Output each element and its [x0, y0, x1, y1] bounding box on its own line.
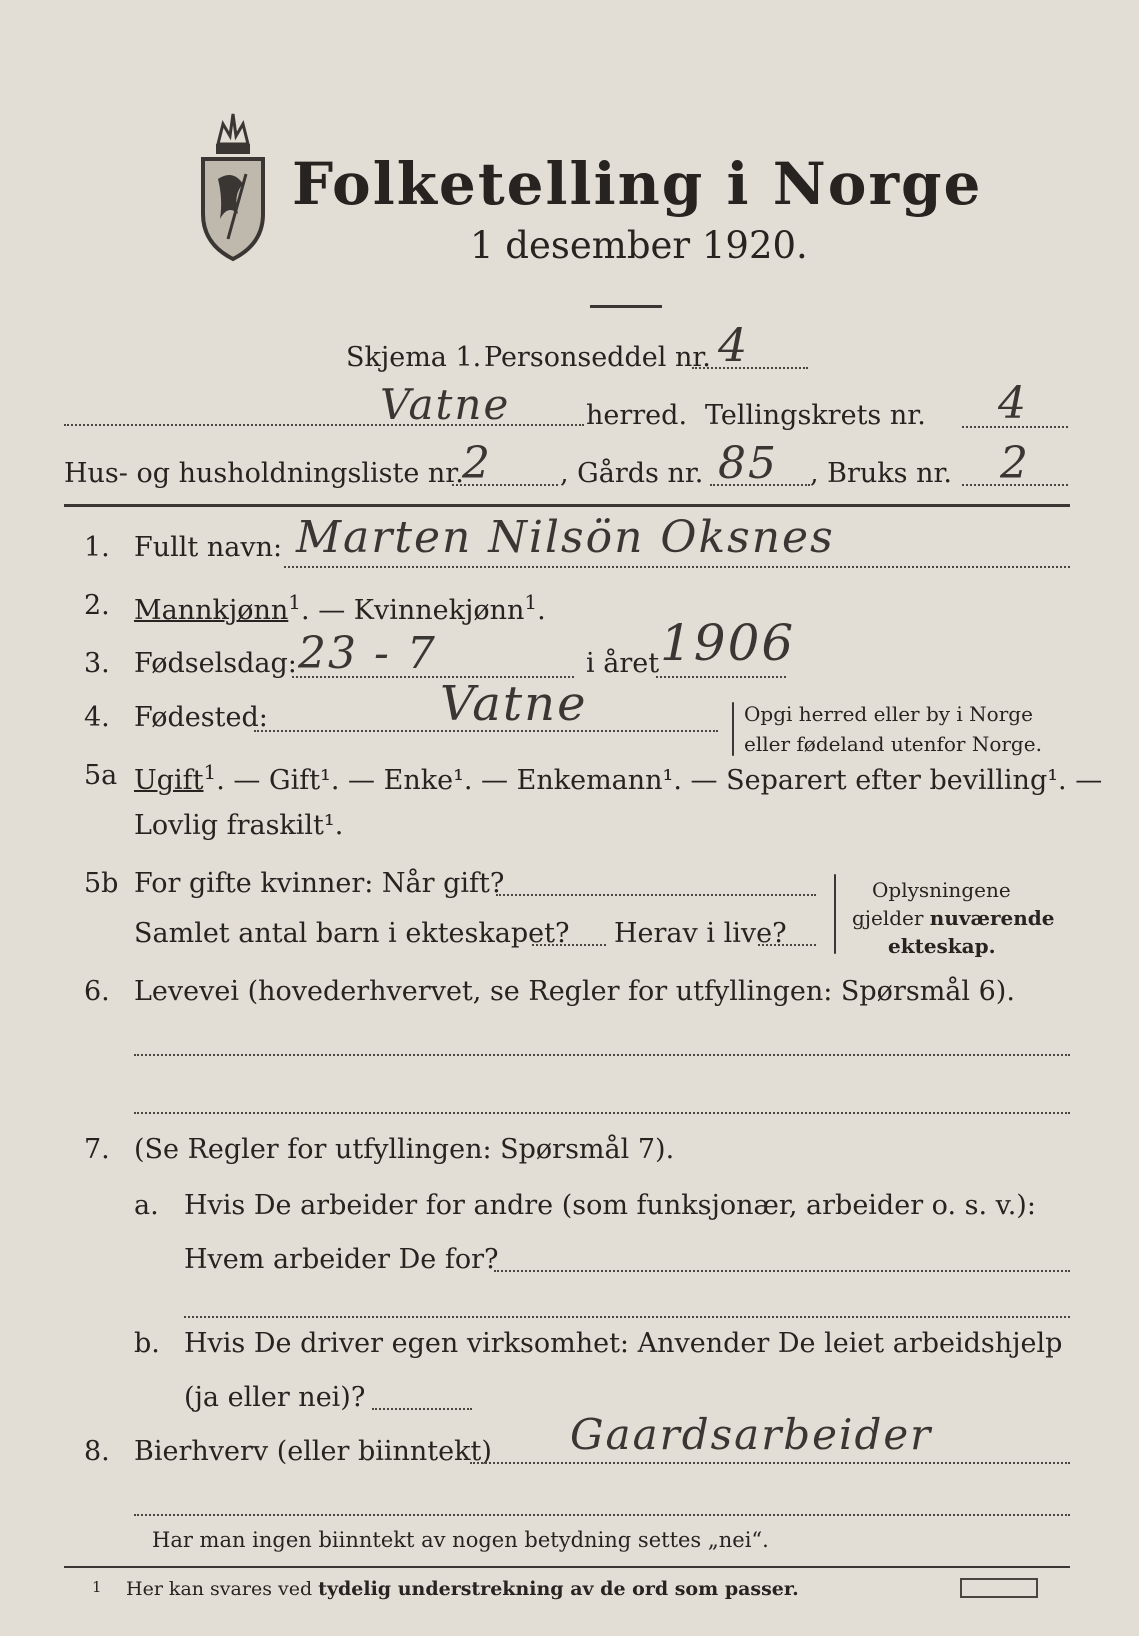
q2-options: Mannkjønn$^1$. — Kvinnekjønn$^1$. — [134, 590, 546, 626]
birth-year-field[interactable] — [656, 676, 786, 678]
herred-label: herred. — [586, 400, 688, 431]
footer-rule — [64, 1566, 1070, 1568]
birthplace-value: Vatne — [440, 676, 588, 732]
male-option[interactable]: Mannkjønn — [134, 595, 289, 626]
bruks-value: 2 — [1000, 438, 1030, 489]
footnote-text: Her kan svares ved tydelig understrekning av de ord som passer. — [126, 1578, 799, 1600]
side-income-field-line2[interactable] — [134, 1514, 1070, 1516]
q5a-line2: Lovlig fraskilt¹. — [134, 810, 344, 841]
q4-brace — [732, 702, 734, 756]
full-name-field[interactable] — [284, 566, 1070, 568]
children-count-field[interactable] — [532, 944, 606, 946]
q5b-note-line3: ekteskap. — [888, 934, 996, 958]
form-title: Folketelling i Norge — [292, 150, 983, 218]
q7a-label: Hvis De arbeider for andre (som funksjonær, arbeider o. s. v.): — [184, 1190, 1036, 1221]
tellingskrets-label: Tellingskrets nr. — [705, 400, 926, 431]
full-name-value: Marten Nilsön Oksnes — [296, 512, 835, 563]
q7-label: (Se Regler for utfyllingen: Spørsmål 7). — [134, 1134, 675, 1165]
q7a-letter: a. — [134, 1190, 159, 1221]
coat-of-arms-icon — [198, 104, 268, 264]
q5b-note-line1: Oplysningene — [872, 878, 1011, 902]
census-date: 1 desember 1920. — [470, 224, 808, 267]
hus-value: 2 — [462, 438, 492, 489]
q7b-label: Hvis De driver egen virksomhet: Anvender De leiet arbeidshjelp — [184, 1328, 1063, 1359]
q1-number: 1. — [84, 532, 110, 563]
occupation-field-line1[interactable] — [134, 1054, 1070, 1056]
q3-year-label: i året — [586, 648, 660, 679]
q5b-when-label: For gifte kvinner: Når gift? — [134, 868, 505, 899]
personseddel-value: 4 — [718, 318, 750, 372]
birthday-value: 23 - 7 — [298, 628, 437, 679]
q5b-children-label: Samlet antal barn i ekteskapet? — [134, 918, 570, 949]
q1-label: Fullt navn: — [134, 532, 283, 563]
q5b-brace — [834, 874, 836, 954]
employer-field-line2[interactable] — [184, 1316, 1070, 1318]
q8-label: Bierhverv (eller biinntekt) — [134, 1436, 492, 1467]
q8-number: 8. — [84, 1436, 110, 1467]
q5b-number: 5b — [84, 868, 119, 899]
married-when-field[interactable] — [496, 894, 816, 896]
children-alive-field[interactable] — [758, 944, 816, 946]
title-divider — [590, 305, 662, 308]
q5a-options: Ugift$^1$. — Gift¹. — Enke¹. — Enkemann¹. — Separert efter bevilling¹. — — [134, 760, 1103, 796]
q5a-number: 5a — [84, 760, 118, 791]
q3-label: Fødselsdag: — [134, 648, 297, 679]
q6-label: Levevei (hovederhvervet, se Regler for utfyllingen: Spørsmål 6). — [134, 976, 1015, 1007]
herred-value: Vatne — [380, 380, 511, 429]
ugift-option[interactable]: Ugift — [134, 765, 204, 796]
q8-note: Har man ingen biinntekt av nogen betydning settes „nei“. — [152, 1528, 769, 1552]
birth-year-value: 1906 — [660, 614, 796, 672]
q6-number: 6. — [84, 976, 110, 1007]
q4-note-line1: Opgi herred eller by i Norge — [744, 702, 1033, 726]
occupation-field-line2[interactable] — [134, 1112, 1070, 1114]
tellingskrets-value: 4 — [998, 378, 1028, 429]
header-rule — [64, 504, 1070, 507]
schema-label: Skjema 1. — [346, 342, 482, 373]
personseddel-field[interactable] — [692, 367, 808, 369]
bruks-label: , Bruks nr. — [810, 458, 953, 489]
personseddel-label: Personseddel nr. — [484, 342, 711, 373]
q4-note-line2: eller fødeland utenfor Norge. — [744, 732, 1042, 756]
q7-number: 7. — [84, 1134, 110, 1165]
q7b-yes-no-label: (ja eller nei)? — [184, 1382, 366, 1413]
gards-label: , Gårds nr. — [560, 458, 704, 489]
gards-value: 85 — [718, 438, 778, 489]
employer-field-line1[interactable] — [494, 1270, 1070, 1272]
printer-mark — [960, 1578, 1038, 1598]
side-income-field[interactable] — [470, 1462, 1070, 1464]
footnote-mark: 1 — [92, 1578, 102, 1596]
q4-number: 4. — [84, 702, 110, 733]
q7a-employer-label: Hvem arbeider De for? — [184, 1244, 499, 1275]
q4-label: Fødested: — [134, 702, 268, 733]
q3-number: 3. — [84, 648, 110, 679]
q5b-alive-label: Herav i live? — [614, 918, 787, 949]
hus-label: Hus- og husholdningsliste nr. — [64, 458, 464, 489]
q5b-note-line2: gjelder nuværende — [852, 906, 1055, 930]
hired-help-field[interactable] — [372, 1408, 472, 1410]
q7b-letter: b. — [134, 1328, 160, 1359]
q2-number: 2. — [84, 590, 110, 621]
side-income-value: Gaardsarbeider — [570, 1410, 933, 1459]
